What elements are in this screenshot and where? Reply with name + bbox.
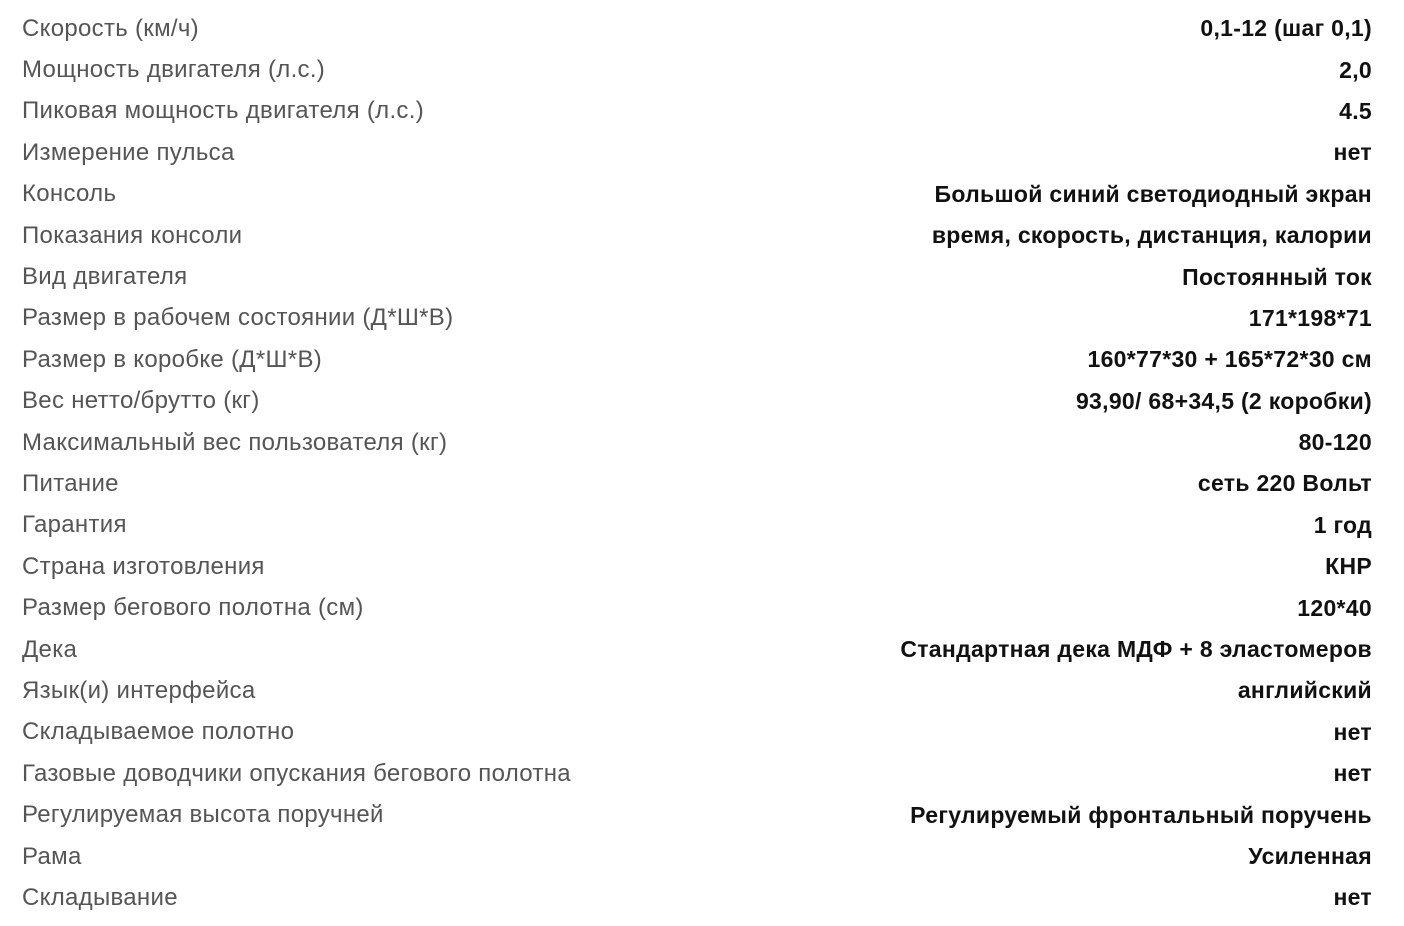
spec-row-deck — [22, 629, 1372, 670]
spec-label: Гарантия — [22, 511, 127, 539]
spec-label: Дека — [22, 635, 78, 663]
spec-label: Размер бегового полотна (см) — [22, 594, 364, 622]
spec-row-country — [22, 546, 1372, 587]
spec-label: Мощность двигателя (л.с.) — [22, 56, 326, 84]
spec-label: Страна изготовления — [22, 552, 265, 580]
spec-label: Консоль — [22, 180, 117, 208]
spec-label: Размер в коробке (Д*Ш*В) — [22, 345, 323, 373]
spec-row-belt-size — [22, 587, 1372, 628]
spec-value: Стандартная дека МДФ + 8 эластомеров — [900, 636, 1372, 663]
spec-label: Пиковая мощность двигателя (л.с.) — [22, 97, 424, 125]
spec-label: Рама — [22, 842, 82, 870]
spec-label: Размер в рабочем состоянии (Д*Ш*В) — [22, 304, 454, 332]
spec-value: нет — [1333, 139, 1372, 166]
spec-label: Измерение пульса — [22, 138, 235, 166]
spec-value: нет — [1333, 760, 1372, 787]
spec-value: 80-120 — [1298, 429, 1372, 456]
spec-label: Вес нетто/брутто (кг) — [22, 387, 260, 415]
spec-label: Складываемое полотно — [22, 718, 295, 746]
spec-value: Регулируемый фронтальный поручень — [910, 801, 1372, 828]
spec-row-weight — [22, 381, 1372, 422]
spec-row-motor-type — [22, 256, 1372, 297]
spec-row-peak-power — [22, 91, 1372, 132]
spec-value: 171*198*71 — [1248, 304, 1372, 331]
spec-value: Большой синий светодиодный экран — [934, 180, 1372, 207]
spec-row-power-supply — [22, 463, 1372, 504]
spec-row-folding-deck — [22, 712, 1372, 753]
spec-label: Вид двигателя — [22, 263, 188, 291]
spec-value: 0,1-12 (шаг 0,1) — [1200, 15, 1372, 42]
spec-value: Постоянный ток — [1182, 263, 1372, 290]
spec-row-box-size — [22, 339, 1372, 380]
spec-value: 160*77*30 + 165*72*30 см — [1087, 346, 1372, 373]
spec-label: Показания консоли — [22, 221, 243, 249]
spec-label: Скорость (км/ч) — [22, 14, 199, 42]
spec-label: Складывание — [22, 883, 178, 911]
spec-value: английский — [1237, 677, 1372, 704]
spec-row-gas-struts — [22, 753, 1372, 794]
spec-label: Питание — [22, 469, 119, 497]
spec-row-console-readings — [22, 215, 1372, 256]
spec-value: 93,90/ 68+34,5 (2 коробки) — [1075, 387, 1372, 414]
spec-value: КНР — [1325, 553, 1372, 580]
spec-row-pulse — [22, 132, 1372, 173]
spec-label: Газовые доводчики опускания бегового полотна — [22, 759, 571, 787]
spec-value: 4.5 — [1339, 97, 1372, 124]
spec-label: Регулируемая высота поручней — [22, 801, 384, 829]
spec-value: 1 год — [1313, 511, 1372, 538]
spec-value: нет — [1333, 884, 1372, 911]
spec-row-folding — [22, 877, 1372, 918]
spec-value: нет — [1333, 718, 1372, 745]
spec-row-handrail-height — [22, 794, 1372, 835]
spec-row-max-user-weight — [22, 422, 1372, 463]
spec-value: сеть 220 Вольт — [1197, 470, 1372, 497]
spec-row-working-size — [22, 298, 1372, 339]
spec-value: 120*40 — [1297, 594, 1372, 621]
spec-row-frame — [22, 836, 1372, 877]
spec-row-speed — [22, 8, 1372, 49]
spec-value: Усиленная — [1248, 843, 1372, 869]
spec-row-motor-power — [22, 49, 1372, 90]
spec-value: 2,0 — [1339, 56, 1372, 83]
spec-value: время, скорость, дистанция, калории — [931, 222, 1372, 249]
spec-row-console — [22, 174, 1372, 215]
spec-row-interface-language — [22, 670, 1372, 711]
spec-table — [22, 8, 1372, 919]
spec-row-warranty — [22, 505, 1372, 546]
spec-label: Максимальный вес пользователя (кг) — [22, 428, 448, 456]
spec-label: Язык(и) интерфейса — [22, 676, 256, 704]
